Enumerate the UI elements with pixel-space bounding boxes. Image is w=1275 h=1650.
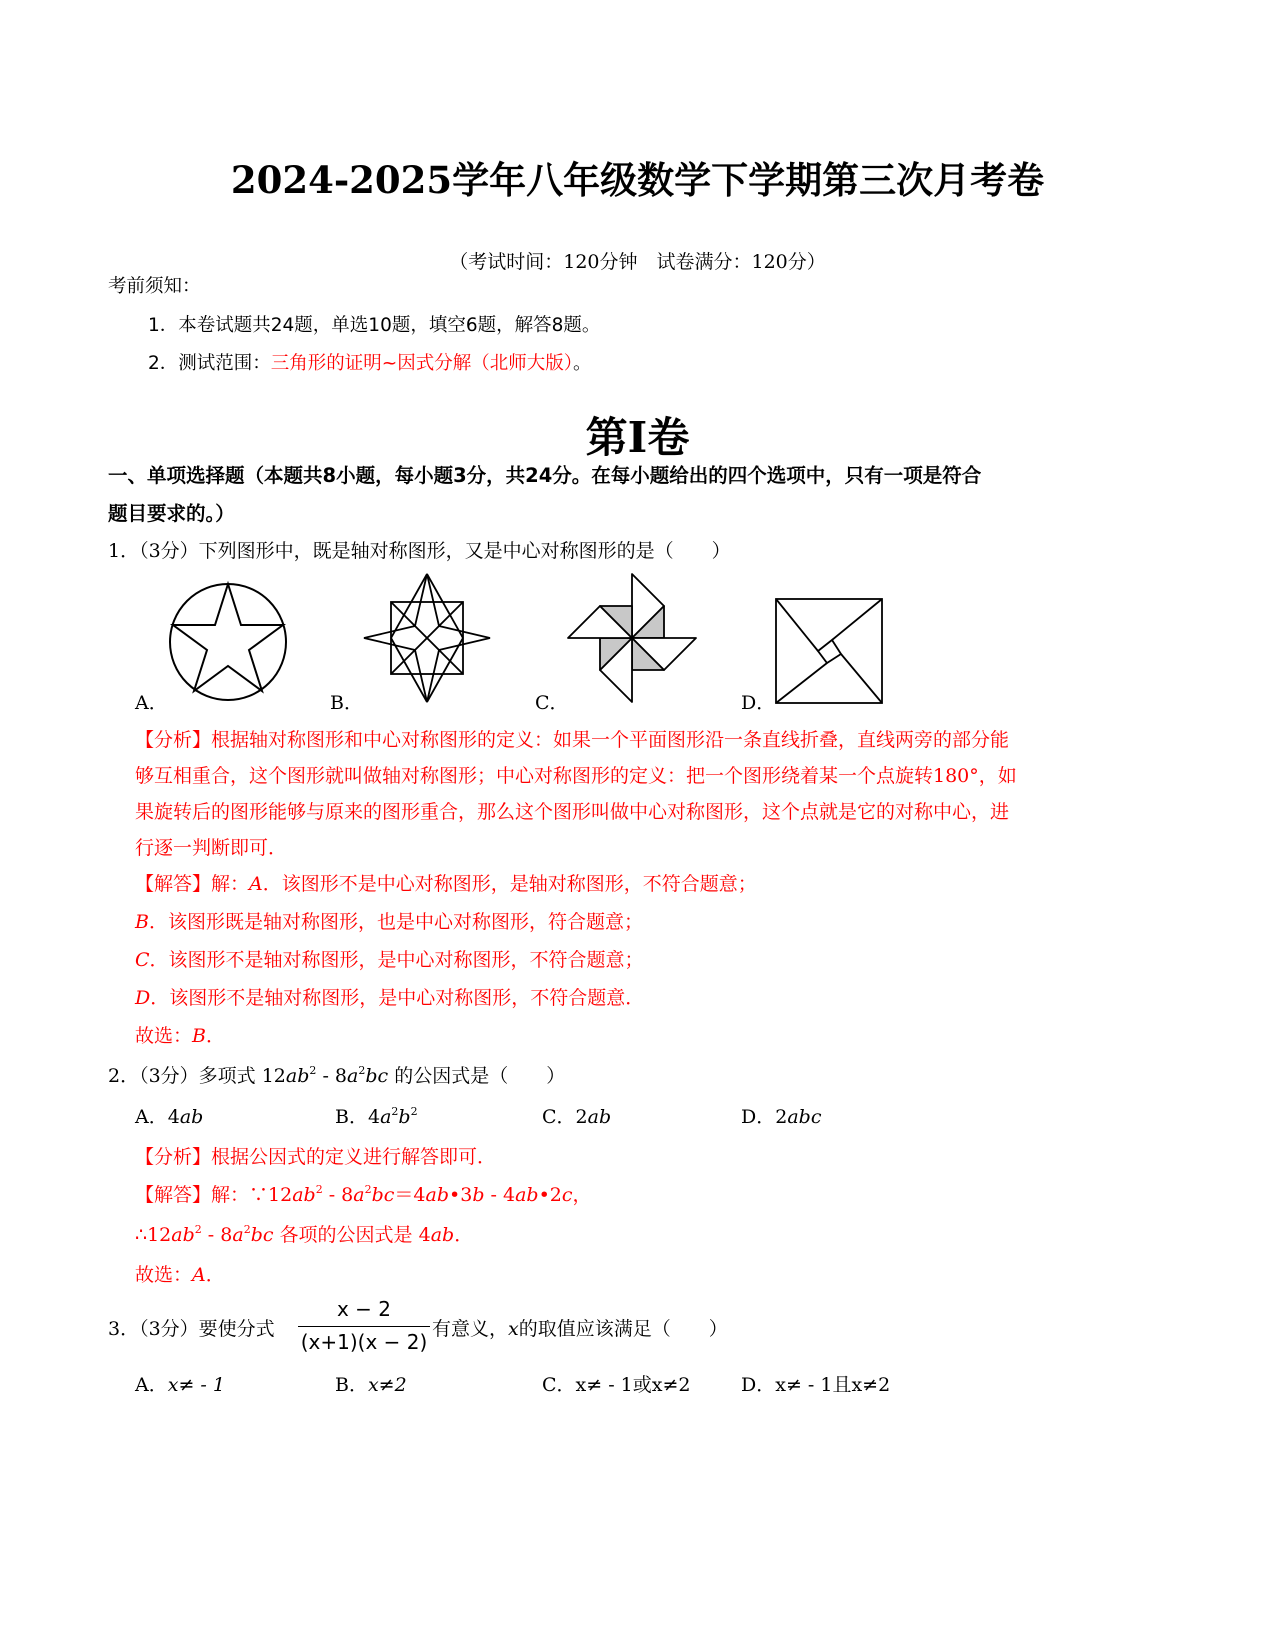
q1-analysis-line1: 【分析】根据轴对称图形和中心对称图形的定义：如果一个平面图形沿一条直线折叠，直线两旁的部分能 <box>135 729 1010 751</box>
q1-sol-a-text: ．该图形不是中心对称图形，是轴对称图形，不符合题意； <box>262 873 757 895</box>
q1-option-c-label: C． <box>535 692 569 714</box>
q3-stem-suffix <box>432 1314 728 1341</box>
q1-option-d-label: D． <box>741 692 776 714</box>
q1-analysis-line4: 行逐一判断即可． <box>135 837 288 859</box>
q2-option-c: C．2ab <box>542 1106 612 1128</box>
q1-option-b-label: B． <box>330 692 363 714</box>
q2-answer-tail: ． <box>205 1264 225 1286</box>
q1-solution-head: 【解答】解： <box>135 873 250 895</box>
q1-solution-a <box>135 869 757 896</box>
q3-opt-c: C． <box>542 1374 576 1396</box>
q1-sol-b-letter: B <box>135 911 149 933</box>
q1-analysis-line3: 果旋转后的图形能够与原来的图形重合，那么这个图形叫做中心对称图形，这个点就是它的对称中心，进 <box>135 801 1010 823</box>
q1-solution-c <box>135 945 644 972</box>
q3-option-d <box>741 1370 890 1397</box>
volume-heading: 第Ⅰ卷 <box>585 413 690 462</box>
q1-analysis-line2: 够互相重合，这个图形就叫做轴对称图形；中心对称图形的定义：把一个图形绕着某一个点旋转180°，如 <box>135 765 1017 787</box>
q2-opt-b: B．4 <box>335 1106 381 1128</box>
q2-answer-letter: A <box>192 1264 206 1286</box>
q2-opt-d: D．2 <box>741 1106 788 1128</box>
q2-sol-tail: ． <box>454 1224 474 1246</box>
q3-option-c <box>542 1370 691 1397</box>
q2-stem: 2．（3分）多项式 $12ab^2 - 8a^2bc$ 的公因式是（ ） <box>108 1064 566 1087</box>
q2-solution: 【解答】解：$\because 12ab^2$ - $8a^2bc=4ab•3b$ - 4ab•2c， <box>135 1183 592 1206</box>
notice-item-1: 1．本卷试题共24题，单选10题，填空6题，解答8题。 <box>148 315 601 336</box>
q1-answer <box>135 1021 225 1048</box>
figure-b-eight-point-star <box>362 572 492 704</box>
q3-opt-c-val: x≠ - 1或x≠2 <box>575 1374 691 1396</box>
q2-analysis: 【分析】根据公因式的定义进行解答即可． <box>135 1146 497 1168</box>
q3-stem-x: x <box>508 1318 519 1340</box>
q2-stem-mid: 的公因式是（ ） <box>394 1065 566 1087</box>
q2-sol-head: 【解答】解：∵12 <box>135 1184 293 1206</box>
q2-therefore-tail: 各项的公因式是 4 <box>279 1224 431 1246</box>
q1-sol-a-letter: A <box>249 873 263 895</box>
q1-sol-d-text: ．该图形不是轴对称图形，是中心对称图形，不符合题意． <box>150 987 645 1009</box>
section1-line2: 题目要求的。） <box>108 502 235 525</box>
q1-solution-b <box>135 907 643 934</box>
notice-heading: 考前须知： <box>108 276 201 297</box>
q3-stem-prefix: 3．（3分）要使分式 <box>108 1318 275 1340</box>
q1-sol-d-letter: D <box>135 987 151 1009</box>
q3-fraction-bar <box>298 1326 430 1327</box>
q3-opt-b-val: x≠2 <box>367 1374 407 1396</box>
section1-line1: 一、单项选择题（本题共8小题，每小题3分，共24分。在每小题给出的四个选项中，只有一项是符合 <box>108 464 982 487</box>
q2-answer-head: 故选： <box>135 1264 193 1286</box>
notice-item-2 <box>148 349 592 375</box>
q2-option-d: D．2abc <box>741 1106 822 1128</box>
test-scope: 三角形的证明~因式分解（北师大版） <box>270 353 574 374</box>
figure-d-square-pattern <box>774 597 884 705</box>
q3-opt-a: A． <box>135 1374 168 1396</box>
q1-sol-b-text: ．该图形既是轴对称图形，也是中心对称图形，符合题意； <box>148 911 643 933</box>
q2-therefore-head: ∴12 <box>135 1224 172 1246</box>
q3-option-b <box>335 1370 407 1397</box>
page-title: 2024-2025学年八年级数学下学期第三次月考卷 <box>230 158 1045 202</box>
q1-answer-tail: ． <box>205 1025 225 1047</box>
q1-answer-letter: B <box>192 1025 206 1047</box>
q3-opt-b: B． <box>335 1374 368 1396</box>
q3-stem-suffix-a: 有意义， <box>432 1318 509 1340</box>
q1-sol-c-text: ．该图形不是轴对称图形，是中心对称图形，不符合题意； <box>149 949 644 971</box>
q3-fraction-numerator: x − 2 <box>336 1297 392 1321</box>
q3-fraction-denominator: (x+1)(x − 2) <box>300 1330 428 1354</box>
figure-c-pinwheel <box>567 572 697 704</box>
q1-sol-c-letter: C <box>135 949 150 971</box>
q1-option-a-label: A． <box>135 692 168 714</box>
q2-therefore: $\therefore 12ab^2 - 8a^2bc$ 各项的公因式是 4ab． <box>135 1223 474 1246</box>
notice-item-2-prefix: 2．测试范围： <box>148 353 271 374</box>
q3-opt-d: D． <box>741 1374 776 1396</box>
q2-answer <box>135 1260 225 1287</box>
q2-option-b: B．$4a^2b^2$ <box>335 1105 418 1128</box>
q2-opt-a: A．4 <box>135 1106 180 1128</box>
q3-opt-d-val: x≠ - 1且x≠2 <box>775 1374 891 1396</box>
q3-option-a <box>135 1370 225 1397</box>
figure-a-star-in-circle <box>166 580 290 704</box>
q2-option-a: A．4ab <box>135 1106 204 1128</box>
notice-item-2-suffix: 。 <box>573 353 592 374</box>
q2-opt-c: C．2 <box>542 1106 588 1128</box>
q3-stem-suffix-b: 的取值应该满足（ ） <box>518 1318 728 1340</box>
q1-stem: 1．（3分）下列图形中，既是轴对称图形，又是中心对称图形的是（ ） <box>108 540 731 562</box>
q2-stem-prefix: 2．（3分）多项式 12 <box>108 1065 286 1087</box>
q1-solution-d <box>135 983 644 1010</box>
q1-answer-head: 故选： <box>135 1025 193 1047</box>
q3-opt-a-val: x≠ - 1 <box>167 1374 225 1396</box>
exam-info: （考试时间：120分钟 试卷满分：120分） <box>449 251 826 273</box>
